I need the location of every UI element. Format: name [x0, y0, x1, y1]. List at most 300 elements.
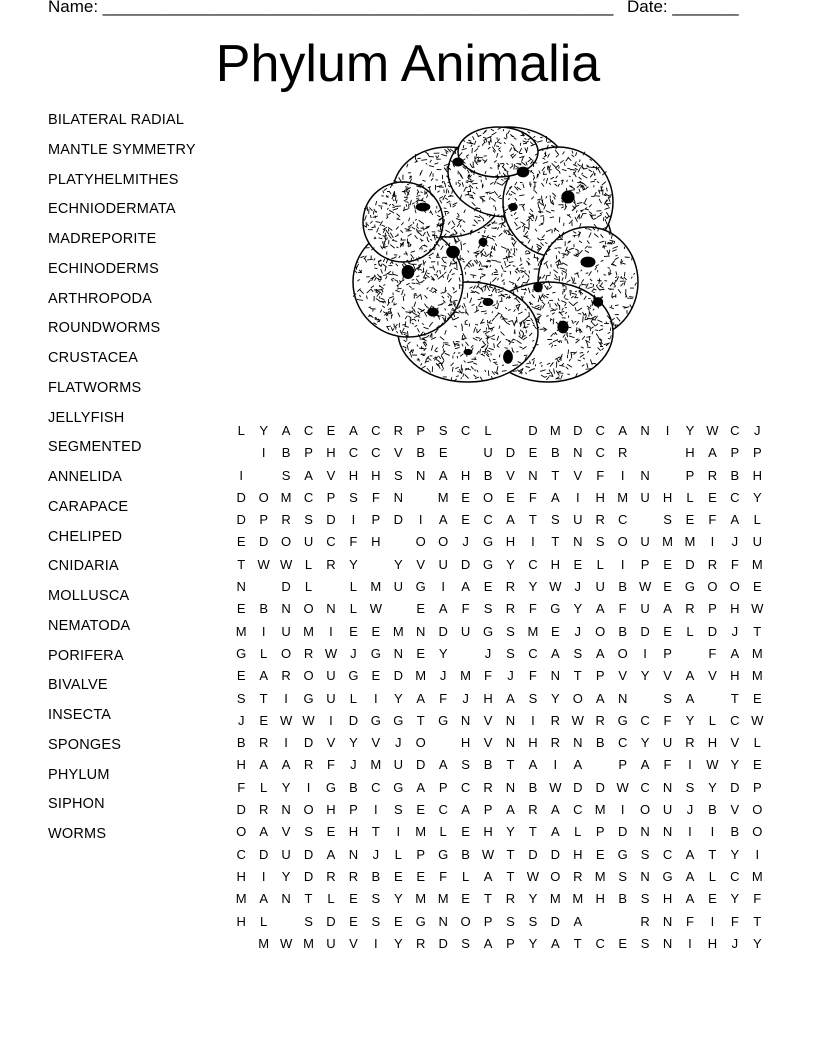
- grid-letter[interactable]: T: [506, 757, 515, 773]
- grid-letter[interactable]: H: [236, 757, 246, 773]
- grid-letter[interactable]: I: [374, 690, 378, 706]
- grid-letter[interactable]: A: [595, 690, 605, 706]
- grid-letter[interactable]: M: [684, 534, 696, 550]
- grid-letter[interactable]: S: [393, 802, 403, 818]
- grid-letter[interactable]: C: [730, 868, 740, 884]
- grid-letter[interactable]: Y: [393, 935, 403, 951]
- grid-letter[interactable]: A: [551, 802, 560, 818]
- grid-letter[interactable]: B: [551, 445, 560, 461]
- grid-letter[interactable]: E: [438, 445, 448, 461]
- grid-letter[interactable]: O: [617, 534, 628, 550]
- grid-letter[interactable]: R: [550, 712, 561, 728]
- grid-letter[interactable]: P: [730, 445, 740, 461]
- grid-letter[interactable]: V: [663, 668, 672, 684]
- grid-letter[interactable]: B: [618, 579, 627, 595]
- grid-letter[interactable]: D: [550, 913, 561, 929]
- grid-letter[interactable]: G: [550, 601, 561, 617]
- grid-letter[interactable]: [634, 509, 656, 531]
- grid-letter[interactable]: G: [438, 846, 449, 862]
- grid-letter[interactable]: A: [685, 668, 695, 684]
- grid-letter[interactable]: G: [415, 579, 426, 595]
- grid-letter[interactable]: O: [482, 489, 494, 505]
- grid-letter[interactable]: E: [393, 913, 403, 929]
- grid-letter[interactable]: N: [281, 802, 291, 818]
- grid-letter[interactable]: S: [506, 645, 515, 661]
- grid-letter[interactable]: O: [258, 489, 269, 505]
- grid-letter[interactable]: N: [505, 735, 516, 751]
- grid-letter[interactable]: W: [706, 423, 719, 438]
- grid-letter[interactable]: I: [620, 467, 625, 483]
- grid-letter[interactable]: M: [751, 556, 763, 572]
- grid-letter[interactable]: J: [439, 668, 447, 684]
- grid-letter[interactable]: G: [370, 645, 381, 661]
- grid-letter[interactable]: [275, 911, 297, 933]
- grid-letter[interactable]: O: [438, 534, 449, 550]
- grid-letter[interactable]: V: [618, 668, 627, 684]
- grid-letter[interactable]: L: [439, 824, 447, 840]
- grid-letter[interactable]: H: [460, 735, 471, 751]
- grid-letter[interactable]: T: [551, 467, 560, 483]
- grid-letter[interactable]: G: [662, 868, 673, 884]
- grid-letter[interactable]: F: [596, 467, 605, 483]
- grid-letter[interactable]: A: [259, 668, 268, 684]
- grid-letter[interactable]: S: [551, 512, 560, 528]
- grid-letter[interactable]: H: [528, 735, 538, 751]
- grid-letter[interactable]: R: [685, 735, 695, 751]
- grid-letter[interactable]: L: [349, 601, 358, 617]
- grid-letter[interactable]: D: [258, 846, 269, 862]
- grid-letter[interactable]: B: [708, 802, 717, 818]
- grid-letter[interactable]: V: [349, 935, 358, 951]
- grid-letter[interactable]: N: [460, 712, 471, 728]
- grid-letter[interactable]: U: [393, 579, 403, 595]
- grid-letter[interactable]: M: [751, 645, 763, 661]
- grid-letter[interactable]: B: [371, 868, 381, 884]
- grid-letter[interactable]: H: [505, 534, 516, 550]
- grid-letter[interactable]: S: [304, 824, 313, 840]
- grid-letter[interactable]: U: [281, 846, 291, 862]
- grid-letter[interactable]: S: [506, 913, 515, 929]
- grid-letter[interactable]: C: [640, 712, 650, 728]
- grid-letter[interactable]: H: [326, 445, 336, 461]
- grid-letter[interactable]: T: [304, 891, 313, 907]
- grid-letter[interactable]: E: [236, 668, 246, 684]
- grid-letter[interactable]: T: [753, 913, 762, 929]
- grid-letter[interactable]: E: [371, 623, 381, 639]
- grid-letter[interactable]: C: [438, 802, 448, 818]
- grid-letter[interactable]: J: [372, 846, 380, 862]
- grid-letter[interactable]: B: [483, 757, 493, 773]
- grid-letter[interactable]: R: [281, 512, 291, 528]
- grid-letter[interactable]: C: [303, 423, 314, 438]
- grid-letter[interactable]: S: [371, 913, 381, 929]
- grid-letter[interactable]: A: [416, 690, 426, 706]
- grid-letter[interactable]: V: [326, 467, 336, 483]
- grid-letter[interactable]: P: [326, 489, 336, 505]
- grid-letter[interactable]: A: [259, 824, 268, 840]
- grid-letter[interactable]: A: [349, 423, 358, 438]
- grid-letter[interactable]: D: [550, 846, 561, 862]
- grid-letter[interactable]: [611, 911, 633, 933]
- grid-letter[interactable]: L: [574, 824, 582, 840]
- grid-letter[interactable]: N: [528, 467, 538, 483]
- grid-letter[interactable]: Y: [551, 690, 560, 706]
- grid-letter[interactable]: P: [416, 423, 426, 438]
- grid-letter[interactable]: C: [617, 735, 628, 751]
- grid-letter[interactable]: B: [236, 735, 246, 751]
- grid-letter[interactable]: M: [280, 489, 292, 505]
- grid-letter[interactable]: L: [596, 556, 604, 572]
- grid-letter[interactable]: G: [482, 556, 494, 572]
- grid-letter[interactable]: S: [506, 623, 515, 639]
- grid-letter[interactable]: M: [572, 891, 584, 907]
- grid-letter[interactable]: A: [506, 512, 515, 528]
- grid-letter[interactable]: F: [708, 645, 717, 661]
- grid-letter[interactable]: [679, 643, 701, 665]
- grid-letter[interactable]: U: [662, 735, 673, 751]
- grid-letter[interactable]: J: [237, 712, 245, 728]
- grid-letter[interactable]: P: [752, 445, 762, 461]
- grid-letter[interactable]: W: [257, 556, 270, 572]
- grid-letter[interactable]: Y: [640, 668, 650, 684]
- grid-letter[interactable]: I: [531, 712, 535, 728]
- grid-letter[interactable]: D: [281, 579, 291, 595]
- grid-letter[interactable]: Y: [281, 779, 291, 795]
- grid-letter[interactable]: E: [506, 489, 515, 505]
- grid-letter[interactable]: T: [528, 512, 537, 528]
- grid-letter[interactable]: R: [303, 645, 314, 661]
- grid-letter[interactable]: U: [573, 512, 583, 528]
- grid-letter[interactable]: G: [482, 623, 494, 639]
- grid-letter[interactable]: T: [237, 556, 246, 572]
- grid-letter[interactable]: P: [708, 601, 717, 617]
- grid-letter[interactable]: S: [595, 534, 605, 550]
- grid-letter[interactable]: J: [731, 623, 739, 639]
- grid-letter[interactable]: H: [573, 846, 583, 862]
- grid-letter[interactable]: F: [730, 913, 739, 929]
- grid-letter[interactable]: I: [620, 802, 625, 818]
- grid-letter[interactable]: L: [461, 868, 470, 884]
- grid-letter[interactable]: C: [460, 779, 471, 795]
- grid-letter[interactable]: I: [261, 623, 266, 639]
- grid-letter[interactable]: S: [528, 690, 538, 706]
- grid-letter[interactable]: H: [662, 891, 673, 907]
- grid-letter[interactable]: Y: [349, 735, 358, 751]
- grid-letter[interactable]: S: [640, 935, 650, 951]
- grid-letter[interactable]: A: [281, 757, 291, 773]
- grid-letter[interactable]: D: [258, 534, 269, 550]
- grid-letter[interactable]: T: [506, 868, 515, 884]
- grid-letter[interactable]: R: [326, 556, 336, 572]
- grid-letter[interactable]: C: [528, 645, 538, 661]
- grid-letter[interactable]: J: [462, 690, 469, 706]
- grid-letter[interactable]: N: [236, 579, 246, 595]
- grid-letter[interactable]: [230, 442, 252, 464]
- grid-letter[interactable]: F: [618, 601, 627, 617]
- grid-letter[interactable]: M: [370, 579, 382, 595]
- grid-letter[interactable]: I: [306, 779, 311, 795]
- grid-letter[interactable]: V: [708, 668, 717, 684]
- grid-letter[interactable]: A: [618, 423, 627, 438]
- grid-letter[interactable]: T: [573, 668, 582, 684]
- grid-letter[interactable]: F: [461, 601, 470, 617]
- grid-letter[interactable]: I: [688, 824, 692, 840]
- grid-letter[interactable]: E: [236, 601, 246, 617]
- grid-letter[interactable]: Y: [393, 556, 403, 572]
- grid-letter[interactable]: N: [505, 779, 516, 795]
- grid-letter[interactable]: A: [326, 846, 336, 862]
- grid-letter[interactable]: Y: [506, 556, 515, 572]
- grid-letter[interactable]: G: [617, 712, 628, 728]
- grid-letter[interactable]: G: [370, 712, 381, 728]
- grid-letter[interactable]: A: [685, 690, 695, 706]
- grid-letter[interactable]: A: [663, 601, 672, 617]
- grid-letter[interactable]: G: [482, 534, 494, 550]
- grid-letter[interactable]: Y: [528, 891, 538, 907]
- grid-letter[interactable]: N: [326, 601, 336, 617]
- grid-letter[interactable]: H: [483, 824, 493, 840]
- grid-letter[interactable]: J: [574, 623, 582, 639]
- grid-letter[interactable]: F: [663, 757, 672, 773]
- grid-letter[interactable]: S: [461, 935, 470, 951]
- grid-letter[interactable]: R: [528, 802, 538, 818]
- grid-letter[interactable]: D: [528, 423, 538, 438]
- grid-letter[interactable]: H: [460, 467, 471, 483]
- grid-letter[interactable]: F: [708, 512, 717, 528]
- grid-letter[interactable]: N: [573, 534, 583, 550]
- grid-letter[interactable]: I: [329, 712, 333, 728]
- grid-letter[interactable]: V: [483, 735, 493, 751]
- grid-letter[interactable]: I: [351, 512, 356, 528]
- grid-letter[interactable]: M: [392, 623, 404, 639]
- grid-letter[interactable]: R: [258, 735, 269, 751]
- grid-letter[interactable]: J: [484, 645, 492, 661]
- grid-letter[interactable]: U: [438, 556, 448, 572]
- grid-letter[interactable]: L: [260, 645, 268, 661]
- grid-letter[interactable]: O: [595, 623, 606, 639]
- grid-letter[interactable]: J: [507, 668, 514, 684]
- grid-letter[interactable]: H: [685, 445, 695, 461]
- grid-letter[interactable]: L: [237, 423, 245, 438]
- grid-letter[interactable]: Y: [730, 757, 740, 773]
- grid-letter[interactable]: I: [374, 935, 378, 951]
- grid-letter[interactable]: R: [707, 467, 718, 483]
- grid-letter[interactable]: F: [528, 668, 537, 684]
- grid-letter[interactable]: F: [730, 556, 739, 572]
- grid-letter[interactable]: I: [261, 445, 266, 461]
- grid-letter[interactable]: R: [595, 512, 605, 528]
- grid-letter[interactable]: S: [685, 779, 695, 795]
- grid-letter[interactable]: O: [303, 601, 314, 617]
- grid-letter[interactable]: C: [595, 935, 605, 951]
- grid-letter[interactable]: E: [416, 601, 426, 617]
- grid-letter[interactable]: M: [303, 935, 314, 951]
- grid-letter[interactable]: H: [752, 467, 762, 483]
- grid-letter[interactable]: E: [349, 913, 358, 929]
- grid-letter[interactable]: A: [259, 757, 268, 773]
- grid-letter[interactable]: U: [460, 623, 471, 639]
- grid-letter[interactable]: R: [595, 712, 605, 728]
- grid-letter[interactable]: C: [595, 423, 605, 438]
- grid-letter[interactable]: C: [303, 489, 314, 505]
- grid-letter[interactable]: H: [730, 668, 740, 684]
- grid-letter[interactable]: M: [415, 891, 427, 907]
- grid-letter[interactable]: N: [640, 868, 650, 884]
- grid-letter[interactable]: [387, 598, 409, 620]
- grid-letter[interactable]: S: [236, 690, 246, 706]
- grid-letter[interactable]: N: [416, 623, 426, 639]
- grid-letter[interactable]: O: [236, 824, 247, 840]
- grid-letter[interactable]: E: [416, 802, 426, 818]
- grid-letter[interactable]: P: [483, 913, 493, 929]
- grid-letter[interactable]: W: [751, 712, 764, 728]
- grid-letter[interactable]: G: [236, 645, 247, 661]
- grid-letter[interactable]: P: [371, 512, 381, 528]
- grid-letter[interactable]: B: [483, 467, 493, 483]
- grid-letter[interactable]: I: [531, 534, 535, 550]
- grid-letter[interactable]: L: [349, 690, 358, 706]
- grid-letter[interactable]: I: [284, 690, 288, 706]
- grid-letter[interactable]: W: [526, 868, 540, 884]
- grid-letter[interactable]: R: [505, 601, 516, 617]
- grid-letter[interactable]: [656, 442, 678, 464]
- grid-letter[interactable]: T: [506, 846, 515, 862]
- grid-letter[interactable]: J: [574, 579, 582, 595]
- grid-letter[interactable]: F: [484, 668, 492, 684]
- grid-letter[interactable]: O: [550, 868, 561, 884]
- grid-letter[interactable]: N: [662, 824, 673, 840]
- grid-letter[interactable]: E: [528, 445, 538, 461]
- grid-letter[interactable]: I: [261, 868, 266, 884]
- grid-letter[interactable]: [634, 688, 656, 710]
- grid-letter[interactable]: U: [281, 623, 291, 639]
- grid-letter[interactable]: W: [751, 601, 764, 617]
- grid-letter[interactable]: V: [506, 467, 515, 483]
- grid-letter[interactable]: N: [281, 601, 291, 617]
- grid-letter[interactable]: L: [349, 579, 358, 595]
- grid-letter[interactable]: R: [505, 891, 516, 907]
- grid-letter[interactable]: E: [259, 712, 268, 728]
- grid-letter[interactable]: R: [550, 735, 561, 751]
- grid-letter[interactable]: D: [326, 913, 336, 929]
- grid-letter[interactable]: L: [708, 712, 717, 728]
- grid-letter[interactable]: Y: [349, 556, 358, 572]
- grid-letter[interactable]: S: [281, 467, 291, 483]
- grid-letter[interactable]: E: [752, 757, 762, 773]
- grid-letter[interactable]: [634, 442, 656, 464]
- grid-letter[interactable]: D: [303, 846, 314, 862]
- grid-letter[interactable]: D: [303, 735, 314, 751]
- grid-letter[interactable]: V: [730, 802, 740, 818]
- grid-letter[interactable]: E: [708, 489, 717, 505]
- grid-letter[interactable]: N: [416, 467, 426, 483]
- grid-letter[interactable]: M: [594, 868, 606, 884]
- grid-letter[interactable]: S: [438, 423, 448, 438]
- grid-letter[interactable]: D: [303, 868, 314, 884]
- grid-letter[interactable]: [365, 554, 387, 576]
- grid-letter[interactable]: B: [618, 891, 627, 907]
- grid-letter[interactable]: U: [326, 668, 336, 684]
- grid-letter[interactable]: D: [640, 623, 650, 639]
- grid-letter[interactable]: Y: [259, 423, 268, 438]
- grid-letter[interactable]: J: [395, 735, 402, 751]
- grid-letter[interactable]: S: [640, 846, 650, 862]
- grid-letter[interactable]: P: [259, 512, 268, 528]
- grid-letter[interactable]: U: [752, 534, 762, 550]
- grid-letter[interactable]: R: [416, 935, 426, 951]
- grid-letter[interactable]: E: [461, 512, 470, 528]
- grid-letter[interactable]: L: [327, 891, 335, 907]
- grid-letter[interactable]: U: [640, 489, 650, 505]
- grid-letter[interactable]: H: [595, 489, 605, 505]
- grid-letter[interactable]: I: [688, 757, 692, 773]
- grid-letter[interactable]: G: [348, 668, 359, 684]
- grid-letter[interactable]: Y: [685, 712, 695, 728]
- grid-letter[interactable]: C: [371, 423, 381, 438]
- grid-letter[interactable]: U: [662, 802, 673, 818]
- grid-letter[interactable]: O: [415, 735, 426, 751]
- grid-letter[interactable]: R: [505, 579, 516, 595]
- grid-letter[interactable]: A: [438, 601, 448, 617]
- grid-letter[interactable]: W: [279, 935, 293, 951]
- grid-letter[interactable]: H: [730, 601, 740, 617]
- grid-letter[interactable]: U: [595, 579, 605, 595]
- grid-letter[interactable]: N: [640, 467, 650, 483]
- grid-letter[interactable]: F: [439, 690, 448, 706]
- grid-letter[interactable]: N: [640, 824, 650, 840]
- grid-letter[interactable]: Y: [752, 935, 762, 951]
- grid-letter[interactable]: D: [236, 802, 246, 818]
- grid-letter[interactable]: M: [549, 423, 561, 438]
- grid-letter[interactable]: A: [730, 512, 740, 528]
- grid-letter[interactable]: B: [416, 445, 426, 461]
- grid-letter[interactable]: V: [393, 445, 403, 461]
- grid-letter[interactable]: N: [662, 779, 673, 795]
- grid-letter[interactable]: T: [708, 846, 717, 862]
- grid-letter[interactable]: J: [754, 423, 761, 438]
- grid-letter[interactable]: J: [462, 534, 469, 550]
- grid-letter[interactable]: F: [528, 489, 537, 505]
- grid-letter[interactable]: A: [685, 846, 695, 862]
- grid-letter[interactable]: A: [708, 445, 717, 461]
- grid-letter[interactable]: W: [481, 846, 495, 862]
- grid-letter[interactable]: S: [618, 868, 627, 884]
- grid-letter[interactable]: C: [730, 423, 740, 438]
- grid-letter[interactable]: C: [528, 556, 538, 572]
- grid-letter[interactable]: E: [371, 668, 381, 684]
- grid-letter[interactable]: E: [663, 579, 672, 595]
- grid-letter[interactable]: H: [707, 935, 718, 951]
- grid-letter[interactable]: R: [640, 913, 650, 929]
- grid-letter[interactable]: I: [665, 423, 670, 438]
- grid-letter[interactable]: T: [371, 824, 380, 840]
- grid-letter[interactable]: P: [304, 445, 313, 461]
- grid-letter[interactable]: I: [620, 556, 625, 572]
- grid-letter[interactable]: Y: [685, 423, 695, 438]
- grid-letter[interactable]: M: [460, 668, 472, 684]
- grid-letter[interactable]: F: [237, 779, 246, 795]
- grid-letter[interactable]: N: [393, 645, 403, 661]
- grid-letter[interactable]: D: [393, 512, 403, 528]
- grid-letter[interactable]: A: [573, 757, 583, 773]
- grid-letter[interactable]: E: [752, 579, 762, 595]
- grid-letter[interactable]: N: [505, 712, 516, 728]
- grid-letter[interactable]: J: [686, 802, 694, 818]
- grid-letter[interactable]: Y: [730, 891, 740, 907]
- grid-letter[interactable]: L: [304, 556, 313, 572]
- grid-letter[interactable]: U: [393, 757, 403, 773]
- grid-letter[interactable]: C: [730, 489, 740, 505]
